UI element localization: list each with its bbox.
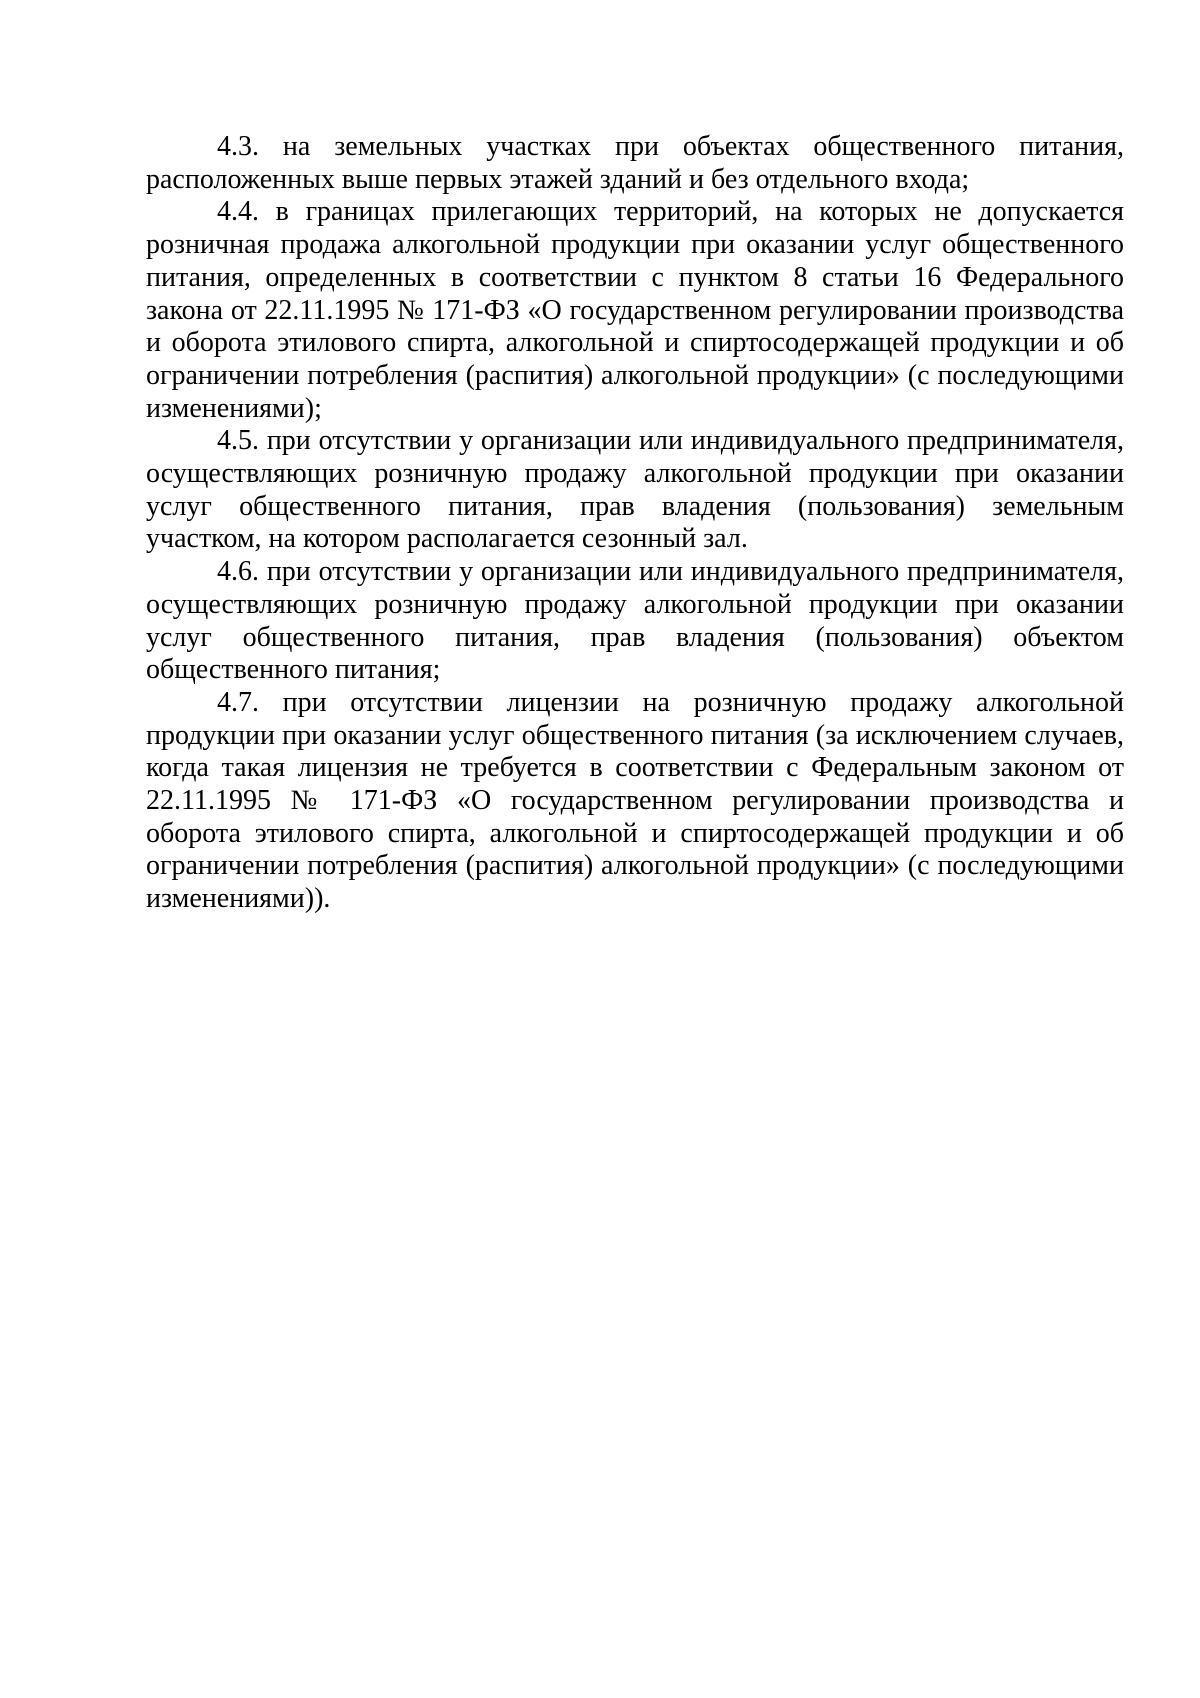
clause-number: 4.4. bbox=[217, 196, 259, 228]
clause-text: при отсутствии у организации или индивидуального предпринимателя, осуществляющих розничную продажу алкогольной продукции при оказании услуг общественного питания, прав владения (пользования) земельным участком, на котором располагается сезонный зал. bbox=[146, 425, 1125, 555]
clause-4-7 bbox=[146, 687, 1124, 916]
clause-number: 4.5. bbox=[217, 425, 259, 457]
clause-4-5 bbox=[146, 425, 1124, 556]
clause-text: на земельных участках при объектах общественного питания, расположенных выше первых этажей зданий и без отдельного входа; bbox=[146, 131, 1124, 195]
clause-4-4 bbox=[146, 196, 1124, 425]
clause-number: 4.6. bbox=[217, 556, 259, 588]
clause-text: при отсутствии у организации или индивидуального предпринимателя, осуществляющих розничную продажу алкогольной продукции при оказании услуг общественного питания, прав владения (пользования) объектом общественного питания; bbox=[146, 556, 1125, 686]
clause-number: 4.3. bbox=[217, 131, 259, 162]
clause-4-6 bbox=[146, 556, 1124, 687]
clause-4-3 bbox=[146, 131, 1124, 196]
clause-number: 4.7. bbox=[217, 686, 259, 718]
clause-text: при отсутствии лицензии на розничную продажу алкогольной продукции при оказании услуг общественного питания (за исключением случаев, когда такая лицензия не требуется в соответствии с Федеральным законом от 22.11.1995 № 171-ФЗ «О государственном регулировании производства и оборота этилового спирта, алкогольной и спиртосодержащей продукции и об ограничении потребления (распития) алкогольной продукции» (с последующими изменениями)). bbox=[146, 686, 1124, 915]
clause-text: в границах прилегающих территорий, на которых не допускается розничная продажа алкогольной продукции при оказании услуг общественного питания, определенных в соответствии с пунктом 8 статьи 16 Федерального закона от 22.11.1995 № 171-ФЗ «О государственном регулировании производства и оборота этилового спирта, алкогольной и спиртосодержащей продукции и об ограничении потребления (распития) алкогольной продукции» (с последующими изменениями); bbox=[146, 196, 1124, 424]
document-body bbox=[146, 131, 1124, 916]
